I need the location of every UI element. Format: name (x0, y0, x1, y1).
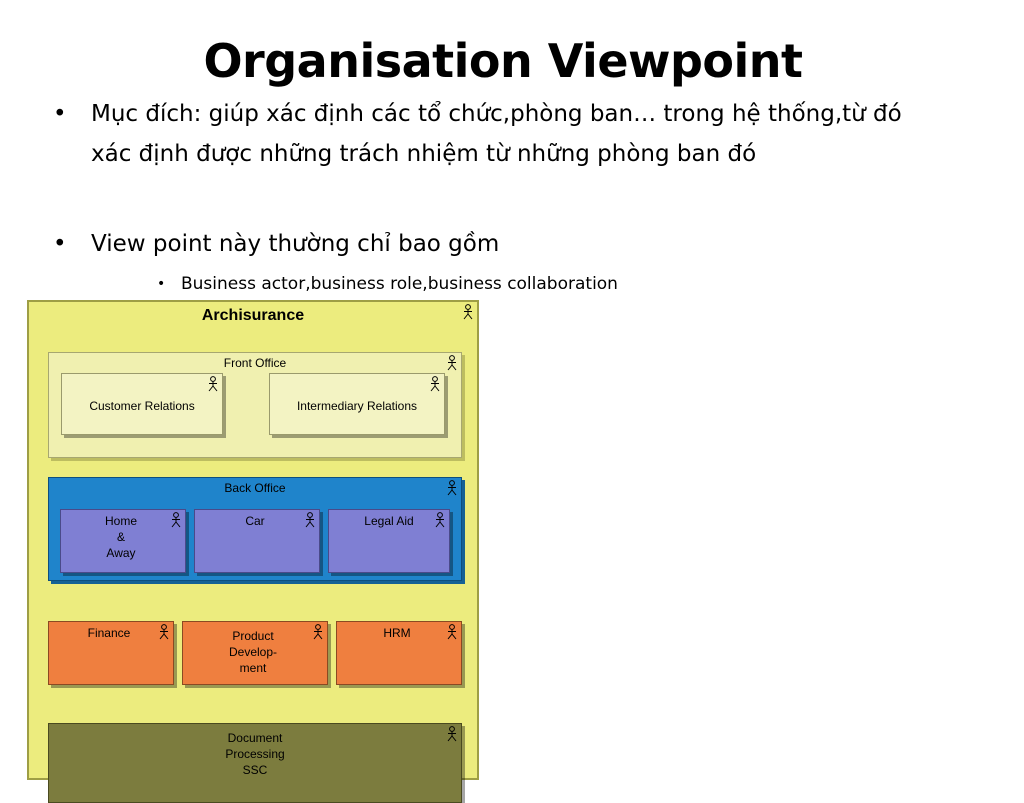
actor-icon (207, 376, 219, 392)
sub-bullet-elements (157, 272, 618, 296)
product-line2: Develop- (228, 645, 278, 659)
sub-bullet-text: Business actor,business role,business collaboration (181, 274, 618, 294)
home-away-line2: & (116, 530, 125, 544)
document-line1: Document (227, 731, 283, 745)
legal-aid-label: Legal Aid (364, 514, 414, 528)
archisurance-diagram (27, 300, 479, 780)
document-processing-actor (48, 723, 462, 803)
front-office-group (48, 352, 462, 458)
actor-icon (462, 304, 474, 320)
customer-relations-actor (61, 373, 223, 435)
bullet-viewpoint (53, 224, 911, 264)
actor-icon (446, 480, 458, 496)
home-away-actor (60, 509, 186, 573)
sub-bullet-dot: • (157, 276, 166, 292)
finance-label: Finance (87, 626, 131, 640)
bullet-purpose-text: Mục đích: giúp xác định các tổ chức,phòng ban… trong hệ thống,từ đó xác định được những trách nhiệm từ những phòng ban đó (91, 101, 902, 167)
home-away-line3: Away (106, 546, 136, 560)
intermediary-relations-actor (269, 373, 445, 435)
document-line3: SSC (242, 763, 268, 777)
car-actor (194, 509, 320, 573)
car-label: Car (245, 514, 265, 528)
bullet-dot: • (53, 231, 67, 257)
bullet-dot: • (53, 101, 67, 127)
bullet-viewpoint-text: View point này thường chỉ bao gồm (91, 231, 500, 257)
actor-icon (429, 376, 441, 392)
hrm-label: HRM (383, 626, 411, 640)
finance-actor (48, 621, 174, 685)
archisurance-title: Archisurance (201, 307, 305, 324)
intermediary-relations-label: Intermediary Relations (296, 399, 418, 413)
back-office-group (48, 477, 462, 581)
back-office-label: Back Office (224, 481, 286, 495)
home-away-line1: Home (104, 514, 137, 528)
product-line1: Product (232, 629, 274, 643)
hrm-actor (336, 621, 462, 685)
product-line3: ment (239, 661, 267, 675)
front-office-label: Front Office (223, 356, 287, 370)
product-development-actor (182, 621, 328, 685)
document-line2: Processing (225, 747, 285, 761)
customer-relations-label: Customer Relations (89, 399, 195, 413)
actor-icon (446, 355, 458, 371)
bullet-purpose (53, 94, 911, 174)
slide-title: Organisation Viewpoint (203, 34, 803, 88)
legal-aid-actor (328, 509, 450, 573)
